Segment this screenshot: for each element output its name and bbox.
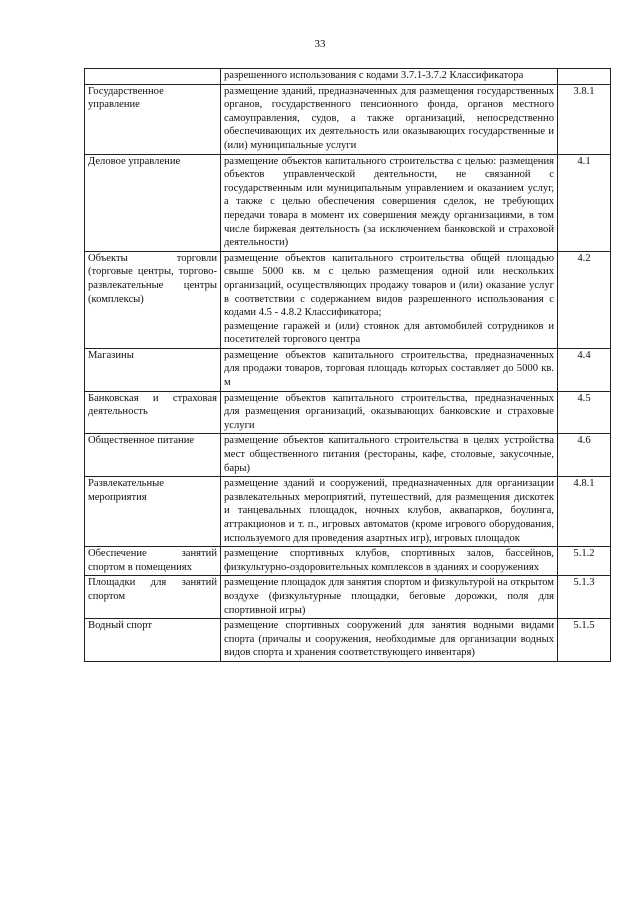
description-paragraph: размещение площадок для занятия спортом и физкультурой на открытом воздухе (физкультурные площадки, беговые дорожки, поля для спортивной игры): [224, 577, 554, 616]
classifier-code-cell: 4.8.1: [558, 477, 611, 547]
land-use-type-cell: Банковская и страховая деятельность: [85, 391, 221, 434]
description-paragraph: размещение объектов капитального строительства, предназначенных для продажи товаров, торговая площадь которых составляет до 5000 кв. м: [224, 349, 554, 389]
land-use-type-cell: Развлекательные мероприятия: [85, 477, 221, 547]
table-body: [85, 69, 611, 662]
classifier-code-cell: 4.5: [558, 391, 611, 434]
description-paragraph: размещение объектов капитального строительства в целях устройства мест общественного питания (рестораны, кафе, столовые, закусочные, бары): [224, 435, 554, 474]
table-row: [85, 477, 611, 547]
table-row: [85, 84, 611, 154]
description-paragraph: размещение зданий, предназначенных для размещения государственных органов, государственного пенсионного фонда, органов местного самоуправления, судов, а также организаций, непосредственно обеспечивающих их деятельность или оказывающих государственные и (или) муниципальные услуги: [224, 85, 554, 151]
land-use-type-cell: Обеспечение занятий спортом в помещениях: [85, 547, 221, 576]
page-number: 33: [314, 38, 326, 50]
description-cell: [221, 84, 558, 154]
description-cell: [221, 619, 558, 662]
description-paragraph: размещение объектов капитального строительства с целью: размещения объектов управленческой деятельности, не связанной с государственным или муниципальным управлением и оказанием услуг, а также с целью обеспечения совершения сделок, не требующих передачи товара в момент их совершения между организациями, в том числе биржевая деятельность (за исключением банковской и страховой деятельности): [224, 155, 554, 249]
land-use-type-cell: Государственное управление: [85, 84, 221, 154]
description-paragraph: размещение спортивных клубов, спортивных залов, бассейнов, физкультурно-оздоровительных комплексов в зданиях и сооружениях: [224, 548, 554, 573]
classifier-code-cell: 4.4: [558, 348, 611, 391]
land-use-table: [84, 68, 611, 662]
land-use-type-cell: Деловое управление: [85, 154, 221, 251]
land-use-type-cell: [85, 69, 221, 85]
description-paragraph: размещение зданий и сооружений, предназначенных для организации развлекательных мероприятий, путешествий, для размещения дискотек и танцевальных площадок, ночных клубов, аквапарков, боулинга, аттракционов и т. п., игровых автоматов (кроме игрового оборудования, используемого для проведения азартных игр), игровых площадок: [224, 478, 554, 544]
description-cell: [221, 69, 558, 85]
table-row: [85, 434, 611, 477]
land-use-type-cell: Площадки для занятий спортом: [85, 576, 221, 619]
description-cell: [221, 391, 558, 434]
table-row: [85, 251, 611, 348]
description-cell: [221, 547, 558, 576]
land-use-type-cell: Общественное питание: [85, 434, 221, 477]
classifier-code-cell: 5.1.2: [558, 547, 611, 576]
classifier-code-cell: 5.1.5: [558, 619, 611, 662]
classifier-code-cell: 5.1.3: [558, 576, 611, 619]
description-cell: [221, 576, 558, 619]
table-row: [85, 348, 611, 391]
land-use-type-cell: Объекты торговли (торговые центры, торгово-развлекательные центры (комплексы): [85, 251, 221, 348]
classifier-code-cell: 4.6: [558, 434, 611, 477]
classifier-code-cell: [558, 69, 611, 85]
description-cell: [221, 154, 558, 251]
table-row: [85, 391, 611, 434]
description-paragraph: размещение спортивных сооружений для занятия водными видами спорта (причалы и сооружения, необходимые для организации водных видов спорта и хранения соответствующего инвентаря): [224, 620, 554, 659]
description-paragraph: размещение объектов капитального строительства, предназначенных для размещения организаций, оказывающих банковские и страховые услуги: [224, 392, 554, 431]
table-row: [85, 619, 611, 662]
description-cell: [221, 477, 558, 547]
description-paragraph: размещение объектов капитального строительства общей площадью свыше 5000 кв. м с целью размещения одной или нескольких организаций, осуществляющих продажу товаров и (или) оказание услуг в соответствии с содержанием видов разрешенного использования с кодами 4.5 - 4.8.2 Классификатора;: [224, 252, 554, 319]
description-cell: [221, 348, 558, 391]
table-row: [85, 69, 611, 85]
classifier-code-cell: 4.1: [558, 154, 611, 251]
land-use-type-cell: Водный спорт: [85, 619, 221, 662]
land-use-type-cell: Магазины: [85, 348, 221, 391]
description-cell: [221, 434, 558, 477]
classifier-code-cell: 3.8.1: [558, 84, 611, 154]
description-cell: [221, 251, 558, 348]
classifier-code-cell: 4.2: [558, 251, 611, 348]
table-row: [85, 547, 611, 576]
description-paragraph: разрешенного использования с кодами 3.7.1-3.7.2 Классификатора: [224, 70, 524, 81]
table-row: [85, 154, 611, 251]
table-row: [85, 576, 611, 619]
description-paragraph: размещение гаражей и (или) стоянок для автомобилей сотрудников и посетителей торгового центра: [224, 320, 554, 346]
